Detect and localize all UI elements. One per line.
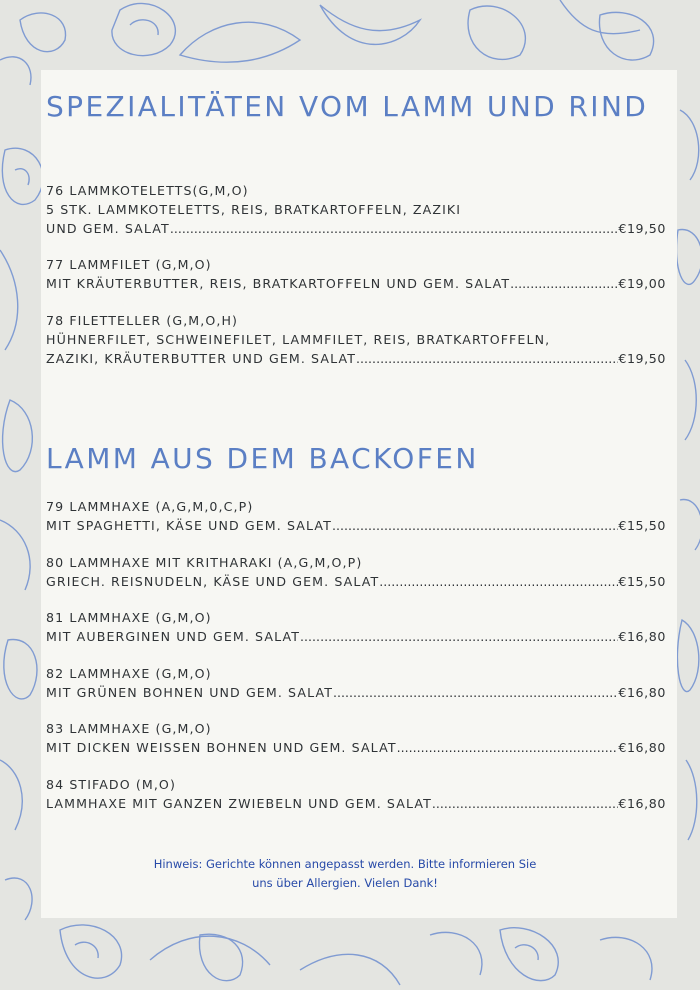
menu-item-83	[46, 719, 666, 757]
section-title-oven: LAMM AUS DEM BACKOFEN	[46, 442, 479, 475]
item-price-line	[46, 274, 666, 293]
item-description: 5 STK. LAMMKOTELETTS, REIS, BRATKARTOFFELN, ZAZIKI	[46, 202, 462, 217]
item-price-line	[46, 516, 666, 535]
item-price-line	[46, 627, 666, 646]
item-price: €15,50	[618, 518, 666, 533]
allergy-note	[90, 855, 600, 893]
dot-leader	[432, 794, 618, 813]
item-price: €19,00	[618, 276, 666, 291]
menu-item-82	[46, 664, 666, 702]
item-price-line	[46, 572, 666, 591]
menu-item-78	[46, 311, 666, 368]
item-name: 76 LAMMKOTELETTS(G,M,O)	[46, 183, 249, 198]
item-price: €16,80	[618, 629, 666, 644]
menu-item-76	[46, 181, 666, 238]
allergy-note-line: uns über Allergien. Vielen Dank!	[252, 876, 438, 890]
item-name: 84 STIFADO (M,O)	[46, 777, 176, 792]
item-name: 83 LAMMHAXE (G,M,O)	[46, 721, 212, 736]
item-name: 79 LAMMHAXE (A,G,M,0,C,P)	[46, 499, 254, 514]
item-price: €15,50	[618, 574, 666, 589]
item-description: MIT KRÄUTERBUTTER, REIS, BRATKARTOFFELN UND GEM. SALAT	[46, 276, 511, 291]
menu-item-84	[46, 775, 666, 813]
dot-leader	[510, 274, 618, 293]
item-description: ZAZIKI, KRÄUTERBUTTER UND GEM. SALAT	[46, 351, 357, 366]
dot-leader	[333, 683, 618, 702]
item-description: GRIECH. REISNUDELN, KÄSE UND GEM. SALAT	[46, 574, 380, 589]
item-description: MIT DICKEN WEISSEN BOHNEN UND GEM. SALAT	[46, 740, 397, 755]
item-description: MIT AUBERGINEN UND GEM. SALAT	[46, 629, 301, 644]
dot-leader	[300, 627, 618, 646]
menu-item-79	[46, 497, 666, 535]
item-price-line	[46, 349, 666, 368]
allergy-note-line: Hinweis: Gerichte können angepasst werden. Bitte informieren Sie	[153, 857, 537, 871]
item-price-line	[46, 738, 666, 757]
item-name: 77 LAMMFILET (G,M,O)	[46, 257, 212, 272]
dot-leader	[332, 516, 618, 535]
item-description: MIT GRÜNEN BOHNEN UND GEM. SALAT	[46, 685, 334, 700]
item-price: €16,80	[618, 685, 666, 700]
dot-leader	[379, 572, 618, 591]
item-description: UND GEM. SALAT	[46, 221, 170, 236]
item-name: 80 LAMMHAXE MIT KRITHARAKI (A,G,M,O,P)	[46, 555, 363, 570]
item-price-line	[46, 219, 666, 238]
item-price-line	[46, 794, 666, 813]
item-name: 81 LAMMHAXE (G,M,O)	[46, 610, 212, 625]
menu-item-81	[46, 608, 666, 646]
item-price: €16,80	[618, 740, 666, 755]
dot-leader	[170, 219, 619, 238]
item-description: MIT SPAGHETTI, KÄSE UND GEM. SALAT	[46, 518, 332, 533]
item-price-line	[46, 683, 666, 702]
item-price: €19,50	[618, 351, 666, 366]
item-description: LAMMHAXE MIT GANZEN ZWIEBELN UND GEM. SALAT	[46, 796, 432, 811]
item-name: 78 FILETTELLER (G,M,O,H)	[46, 313, 239, 328]
item-name: 82 LAMMHAXE (G,M,O)	[46, 666, 212, 681]
item-description: HÜHNERFILET, SCHWEINEFILET, LAMMFILET, REIS, BRATKARTOFFELN,	[46, 332, 551, 347]
item-price: €19,50	[618, 221, 666, 236]
dot-leader	[397, 738, 619, 757]
item-price: €16,80	[618, 796, 666, 811]
menu-item-80	[46, 553, 666, 591]
menu-item-77	[46, 255, 666, 293]
dot-leader	[356, 349, 618, 368]
section-title-specialties: SPEZIALITÄTEN VOM LAMM UND RIND	[46, 90, 649, 123]
